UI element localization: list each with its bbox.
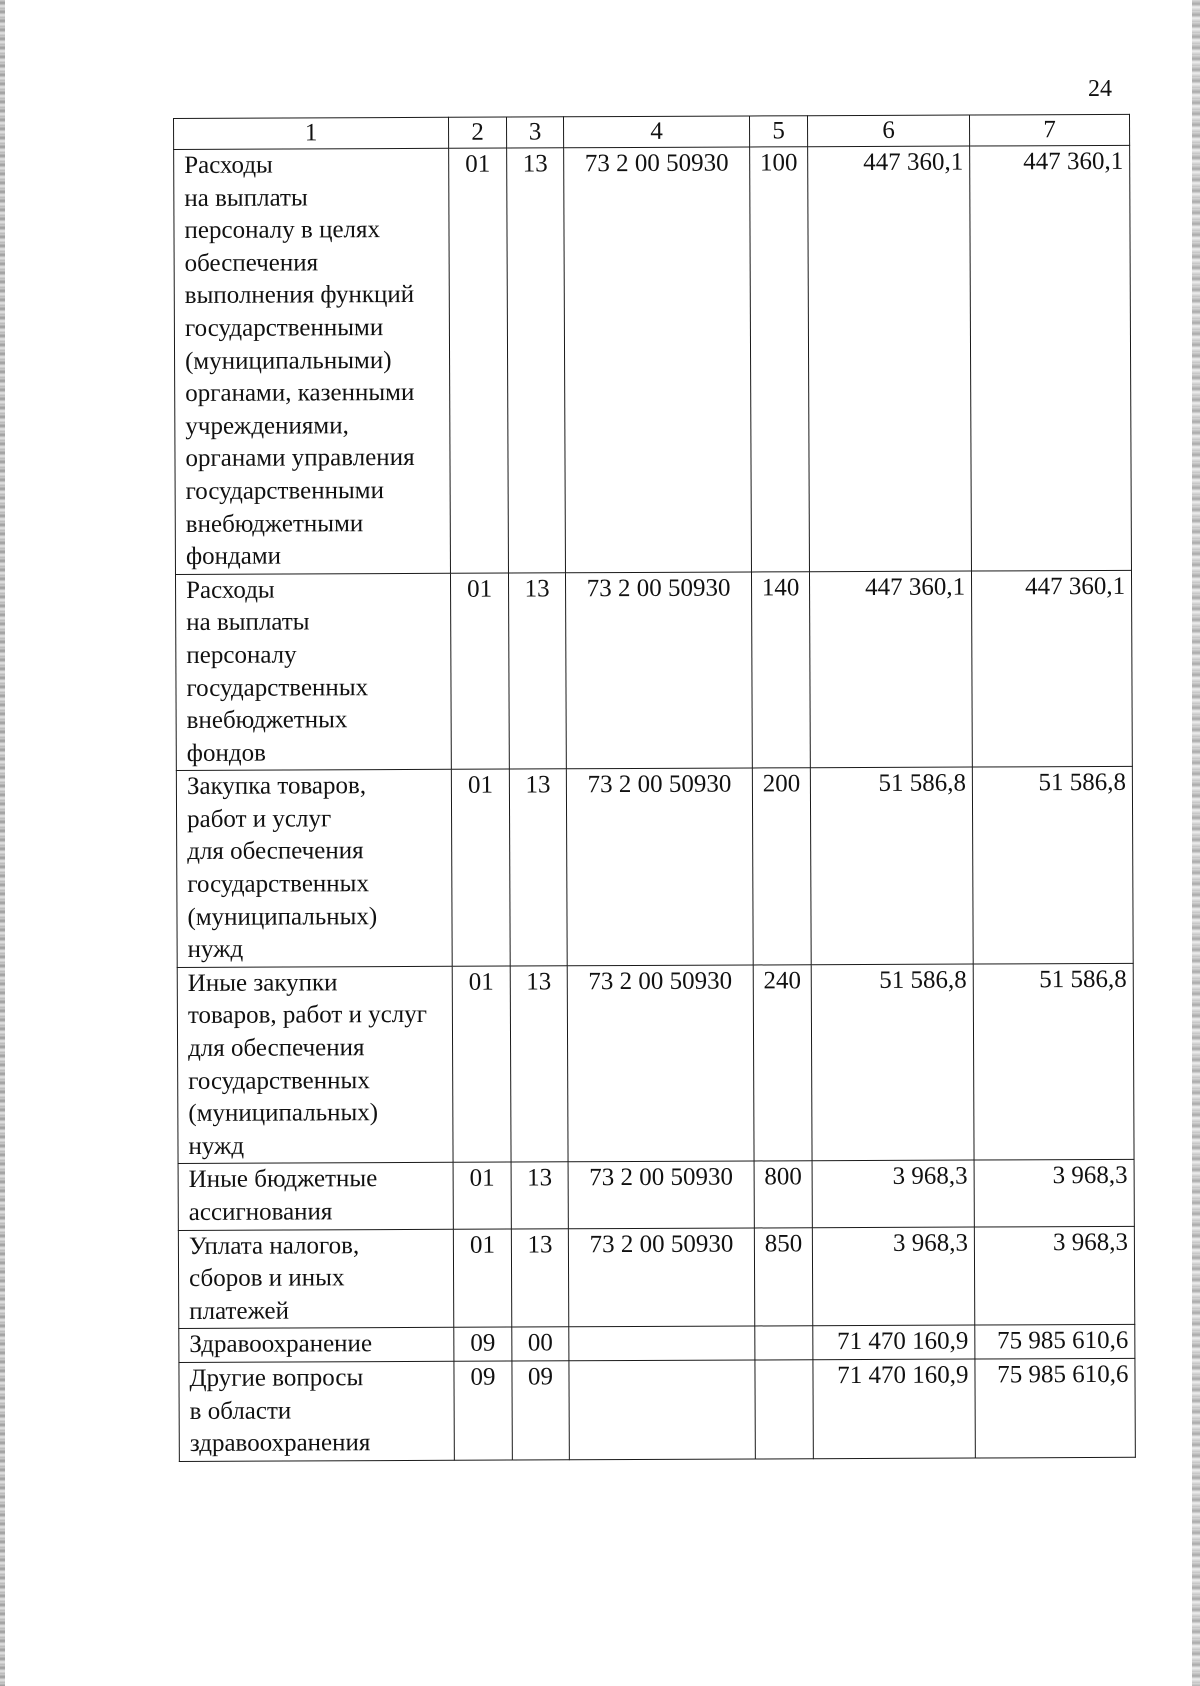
amount-year1-cell: 447 360,1 <box>809 571 972 768</box>
target-article-cell <box>569 1326 755 1360</box>
amount-year1-cell: 3 968,3 <box>812 1160 974 1227</box>
expense-name-cell: Расходы на выплаты персоналу государственных внебюджетных фондов <box>175 573 451 771</box>
scan-edge-left <box>0 0 5 1686</box>
expense-name-cell: Иные бюджетные ассигнования <box>178 1163 453 1230</box>
section-code-cell: 01 <box>452 966 511 1163</box>
expense-name-cell: Уплата налогов, сборов и иных платежей <box>178 1229 453 1329</box>
subsection-code-cell: 13 <box>510 966 568 1163</box>
column-header: 1 <box>174 117 449 149</box>
table-row <box>179 1325 1135 1363</box>
subsection-code-cell: 13 <box>509 769 567 966</box>
target-article-cell <box>569 1360 755 1460</box>
table-row <box>177 963 1134 1164</box>
column-header: 4 <box>563 116 749 148</box>
table-row <box>178 1160 1134 1230</box>
expense-type-cell: 200 <box>752 768 811 965</box>
table-body <box>174 114 1136 1461</box>
amount-year2-cell: 51 586,8 <box>972 767 1133 964</box>
expense-name-cell: Другие вопросы в области здравоохранения <box>179 1361 454 1461</box>
table-row <box>178 1226 1134 1329</box>
subsection-code-cell: 00 <box>512 1327 569 1361</box>
target-article-cell: 73 2 00 50930 <box>566 768 753 965</box>
amount-year1-cell: 3 968,3 <box>812 1227 974 1326</box>
page-number: 24 <box>1088 76 1112 102</box>
table-row <box>174 145 1132 574</box>
amount-year1-cell: 51 586,8 <box>810 767 973 964</box>
section-code-cell: 09 <box>454 1361 512 1460</box>
amount-year1-cell: 51 586,8 <box>811 964 974 1161</box>
amount-year1-cell: 71 470 160,9 <box>813 1359 975 1458</box>
section-code-cell: 01 <box>453 1162 511 1228</box>
amount-year2-cell: 75 985 610,6 <box>975 1358 1135 1457</box>
column-header: 2 <box>448 117 506 148</box>
table-row <box>175 570 1132 771</box>
section-code-cell: 01 <box>453 1229 511 1328</box>
column-header: 6 <box>807 115 969 147</box>
column-header: 3 <box>506 117 563 148</box>
column-header: 7 <box>969 114 1129 146</box>
expense-type-cell: 240 <box>753 965 812 1162</box>
expense-type-cell <box>755 1326 813 1360</box>
section-code-cell: 09 <box>454 1327 512 1361</box>
expense-type-cell: 850 <box>754 1227 812 1326</box>
header-row <box>174 114 1130 149</box>
section-code-cell: 01 <box>451 769 510 966</box>
amount-year2-cell: 3 968,3 <box>974 1160 1134 1227</box>
target-article-cell: 73 2 00 50930 <box>565 572 752 769</box>
column-header: 5 <box>749 116 807 147</box>
section-code-cell: 01 <box>450 573 509 770</box>
amount-year2-cell: 447 360,1 <box>970 145 1132 570</box>
table-row <box>176 767 1133 968</box>
scan-edge-right <box>1192 0 1200 1686</box>
table-row <box>179 1358 1135 1461</box>
expense-name-cell: Закупка товаров, работ и услуг для обеспечения государственных (муниципальных) нужд <box>176 770 452 968</box>
budget-table <box>173 114 1136 1462</box>
subsection-code-cell: 13 <box>511 1228 568 1327</box>
target-article-cell: 73 2 00 50930 <box>567 965 754 1162</box>
expense-name-cell: Расходы на выплаты персоналу в целях обеспечения выполнения функций государственными (муниципальными) органами, казенными учреждениями, органами управления государственными внебюджетными фондами <box>174 148 451 574</box>
amount-year1-cell: 71 470 160,9 <box>813 1325 975 1359</box>
amount-year2-cell: 447 360,1 <box>971 570 1132 767</box>
section-code-cell: 01 <box>449 148 509 573</box>
expense-name-cell: Иные закупки товаров, работ и услуг для обеспечения государственных (муниципальных) нужд <box>177 966 453 1164</box>
subsection-code-cell: 13 <box>511 1162 568 1228</box>
subsection-code-cell: 13 <box>508 573 566 770</box>
expense-type-cell: 800 <box>754 1161 812 1227</box>
amount-year2-cell: 75 985 610,6 <box>975 1325 1135 1359</box>
expense-type-cell: 100 <box>750 147 810 572</box>
target-article-cell: 73 2 00 50930 <box>568 1228 754 1328</box>
expense-name-cell: Здравоохранение <box>179 1328 454 1363</box>
subsection-code-cell: 09 <box>512 1361 569 1460</box>
amount-year2-cell: 51 586,8 <box>973 963 1134 1160</box>
subsection-code-cell: 13 <box>507 148 566 573</box>
target-article-cell: 73 2 00 50930 <box>564 147 752 573</box>
amount-year1-cell: 447 360,1 <box>808 146 972 571</box>
amount-year2-cell: 3 968,3 <box>974 1226 1134 1325</box>
target-article-cell: 73 2 00 50930 <box>568 1161 754 1228</box>
expense-type-cell <box>755 1360 813 1459</box>
expense-type-cell: 140 <box>751 571 810 768</box>
